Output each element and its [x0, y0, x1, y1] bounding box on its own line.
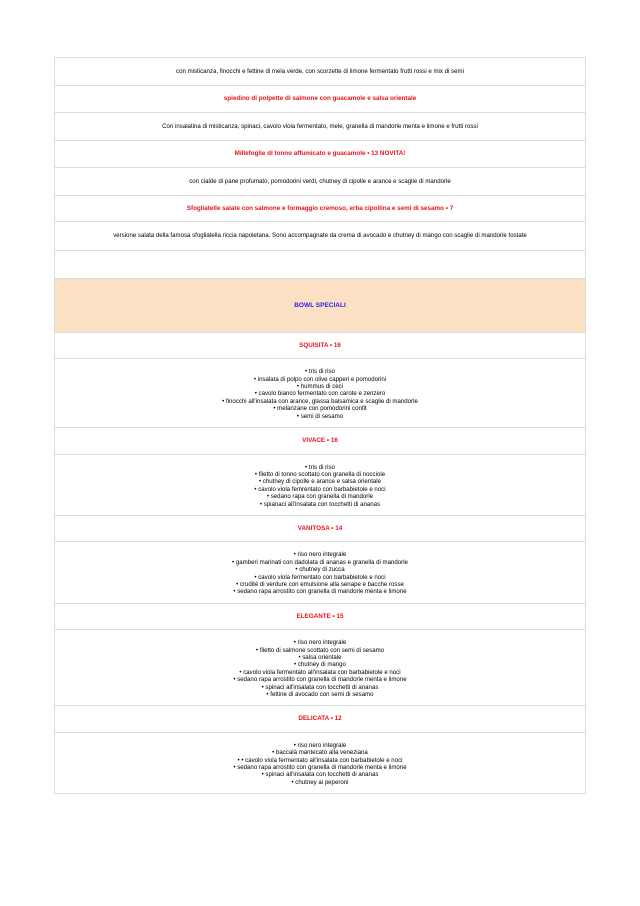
ingredient: • sedano rapa arrostito con granella di mandorle menta e limone [233, 588, 407, 596]
ingredient: • salsa orientale [298, 654, 342, 661]
ingredient: • hummus di ceci [296, 383, 344, 391]
ingredient: • riso nero integrale [293, 639, 347, 647]
ingredient: • insalata di polpo con olive capperi e pomodorini [253, 375, 387, 383]
section-header: BOWL SPECIALI [54, 278, 586, 333]
bowl-title: VIVACE • 16 [54, 427, 586, 454]
ingredient: • sedano rapa con granella di mandorle [266, 493, 374, 501]
ingredient: • cavolo viola fermentato all'insalata con barbabietole e noci [239, 668, 401, 676]
ingredient: • cavolo viola fermentato con barbabietole e noci [254, 573, 386, 581]
dish-title: Sfogliatelle salate con salmone e formaggio cremoso, erba cipollina e semi di sesamo • 7 [54, 195, 586, 222]
bowl-ingredients [54, 629, 586, 706]
ingredient: • cavolo viola femrentato con barbabietole e noci [254, 485, 386, 493]
ingredient: • melanzane con pomodorini confit [273, 405, 367, 413]
bowl-ingredients [54, 454, 586, 516]
ingredient: • filetto di salmone scottato con semi di sesamo [255, 646, 385, 654]
bowl-title: ELEGANTE • 15 [54, 603, 586, 630]
dish-title: Millefoglie di tonno affumicato e guacamole • 13 NOVITA! [54, 140, 586, 167]
ingredient: • semi di sesamo [296, 412, 344, 420]
dish-description: Con insalatina di misticanza, spinaci, cavolo viola fermentato, mele, granella di mandorle menta e limone e frutti rossi [54, 112, 586, 141]
ingredient: • fettine di avocado con semi di sesamo [266, 691, 374, 699]
menu-table [54, 58, 586, 794]
bowl-title: VANITOSA • 14 [54, 515, 586, 542]
bowl-title: SQUISITA • 16 [54, 332, 586, 359]
bowl-ingredients [54, 732, 586, 794]
ingredient: • tris di riso [305, 463, 335, 471]
bowl-ingredients [54, 358, 586, 428]
dish-description: con cialde di pane profumato, pomodorini verdi, chutney di cipolle e arance e scaglie di mandorle [54, 167, 586, 196]
ingredient: • chutney di mango [294, 661, 346, 669]
ingredient: • cavolo bianco fermentato con carote e zenzero [254, 390, 386, 398]
ingredient: • sedano rapa arrostito con granella di mandorle menta e limone [233, 764, 407, 772]
empty-row [54, 250, 586, 279]
ingredient: • chutney di cipolle e arance e salsa orientale [258, 478, 382, 486]
ingredient: • tris di riso [305, 368, 335, 376]
ingredient: • sedano rapa arrostito con granella di mandorle menta e limone [233, 676, 407, 684]
ingredient: • chutney ai peperoni [291, 778, 349, 786]
ingredient: • riso nero integrale [293, 741, 347, 749]
dish-title: spiedino di polpette di salmone con guacamole e salsa orientale [54, 85, 586, 112]
ingredient: • baccalà mantecato alla veneziana [272, 749, 368, 757]
dish-description: con misticanza, finocchi e fettine di mela verde, con scorzette di limone fermentato frutti rossi e mix di semi [54, 57, 586, 86]
ingredient: • crudité di verdure con emulsione alla senape e bacche rosse [236, 580, 404, 588]
ingredient: • filetto di tonno scottato con granella di nocciole [254, 470, 386, 478]
ingredient: • spinaci all'insalata con tocchetti di ananas [261, 683, 379, 691]
ingredient: • gamberi marinati con dadolata di ananas e granella di mandorle [232, 558, 408, 566]
ingredient: • • cavolo viola fermentato all'insalata con barbabietole e noci [237, 756, 403, 764]
bowl-ingredients [54, 541, 586, 603]
ingredient: • spianaci all'insalata con tocchetti di ananas [259, 500, 381, 508]
ingredient: • chutney di zucca [295, 566, 345, 574]
ingredient: • riso nero integrale [293, 551, 347, 559]
dish-description: versione salata della famosa sfogliatella riccia napoletana. Sono accompagnate da crema di avocado e chutney di mango con scaglie di mandorle tostate [54, 221, 586, 250]
ingredient: • spinaci all'insalata con tocchetti di ananas [261, 771, 379, 779]
bowl-title: DELICATA • 12 [54, 705, 586, 732]
ingredient: • finocchi all'insalata con arance, glassa balsamica e scaglie di mandorle [222, 397, 418, 405]
